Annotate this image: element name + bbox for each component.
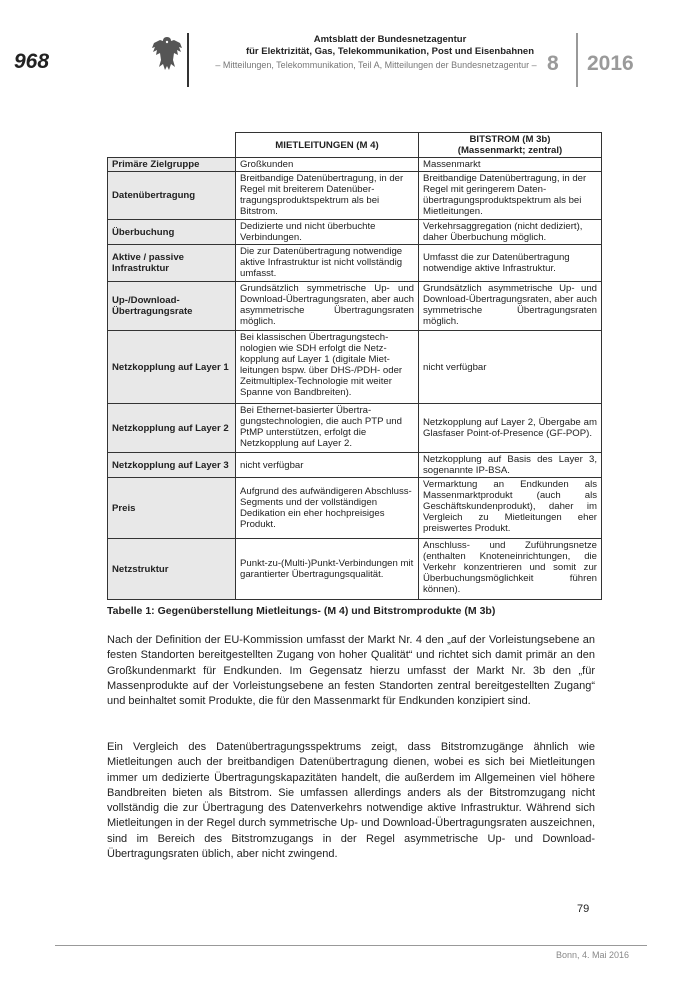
body-paragraph-2: Ein Vergleich des Datenübertragungsspektrums zeigt, dass Bitstromzugänge ähnlich wie Mietleitungen auch der breitbandigen Datenübertragung dienen, wobei es sich bei Mietleitungen immer um dedizierte Übertragungskapazitäten handelt, die außerdem im Allgemeinen viel höhere Bandbreiten bieten als Bitstrom. Sie umfassen allerdings anders als der Bitstromzugang nicht vollständig die zur Übertragung des Datenverkehrs notwendige aktive Infrastruktur. Während sich Mietleitungen in der Regel durch symmetrische Up- und Download-Übertragungsraten auszeichnen, sind im Bereich des Bitstromzugangs in der Regel asymmetrische Up- und Download-Übertragungsraten üblich, aber nicht zwingend.: [107, 741, 595, 861]
table-header-row: [108, 133, 602, 158]
cell-m4: Großkunden: [236, 158, 419, 172]
table-corner-cell: [108, 133, 236, 158]
row-label: Überbuchung: [108, 220, 236, 245]
row-label: Netzkopplung auf Layer 1: [108, 331, 236, 404]
gazette-title-line2: für Elektrizität, Gas, Telekommunikation, Post und Eisenbahnen: [245, 46, 535, 57]
cell-m3b: Breitbandige Datenübertragung, in der Regel mit geringerem Datenübertragungsproduktspektrum als bei Mietleitungen.: [419, 172, 602, 220]
cell-m4: Bei Ethernet-basierter Übertragungstechnologien, die auch PTP und PtMP unterstützen, erfolgt die Netzkopplung auf Layer 2.: [236, 404, 419, 453]
cell-m3b: nicht verfügbar: [419, 331, 602, 404]
federal-eagle-logo: [150, 34, 184, 74]
row-label: Netzstruktur: [108, 539, 236, 600]
row-label: Aktive / passive Infrastruktur: [108, 245, 236, 282]
cell-m4: Breitbandige Datenübertragung, in der Regel mit breiterem Datenübertragungsproduktspektrum als bei Bitstrom.: [236, 172, 419, 220]
cell-m4: Punkt-zu-(Multi-)Punkt-Verbindungen mit garantierter Übertragungsqualität.: [236, 539, 419, 600]
column-header-m3b-sub: (Massenmarkt; zentral): [457, 145, 563, 156]
footer-page-number: 79: [577, 903, 590, 915]
table-caption: Tabelle 1: Gegenüberstellung Mietleitungs- (M 4) und Bitstromprodukte (M 3b): [107, 605, 496, 617]
cell-m3b: Anschluss- und Zuführungsnetze (enthalten Knoteneinrichtungen, die Verkehr konzentrieren und somit zur Überbuchungsmöglichkeit führen können).: [419, 539, 602, 600]
gazette-title-line1: Amtsblatt der Bundesnetzagentur: [313, 34, 467, 45]
row-label: Netzkopplung auf Layer 3: [108, 453, 236, 478]
cell-m3b: Netzkopplung auf Layer 2, Übergabe am Glasfaser Point-of-Presence (GF-POP).: [419, 404, 602, 453]
footer-date: Bonn, 4. Mai 2016: [556, 950, 630, 960]
cell-m4: Aufgrund des aufwändigeren Abschluss-Segments und der vollständigen Dedikation ein eher hochpreisiges Produkt.: [236, 478, 419, 539]
cell-m4: Die zur Datenübertragung notwendige aktive Infrastruktur ist nicht vollständig umfasst.: [236, 245, 419, 282]
column-header-m4: MIETLEITUNGEN (M 4): [236, 133, 419, 158]
issue-number: 8: [547, 52, 559, 75]
table-row: [108, 172, 602, 220]
table-row: [108, 539, 602, 600]
gazette-title: [190, 34, 590, 58]
cell-m4: Grundsätzlich symmetrische Up- und Download-Übertragungsraten, aber auch asymmetrische Übertragungsraten möglich.: [236, 282, 419, 331]
table-row: [108, 245, 602, 282]
column-header-m3b-title: BITSTROM (M 3b): [469, 134, 551, 145]
cell-m3b: Umfasst die zur Datenübertragung notwendige aktive Infrastruktur.: [419, 245, 602, 282]
cell-m3b: Verkehrsaggregation (nicht dediziert), daher Überbuchung möglich.: [419, 220, 602, 245]
gazette-subtitle: – Mitteilungen, Telekommunikation, Teil A, Mitteilungen der Bundesnetzagentur –: [215, 60, 537, 70]
header-divider: [187, 33, 189, 87]
footer-divider: [55, 945, 647, 946]
table-row: [108, 331, 602, 404]
row-label: Datenübertragung: [108, 172, 236, 220]
cell-m3b: Grundsätzlich asymmetrische Up- und Download-Übertragungsraten, aber auch symmetrische Übertragungsraten möglich.: [419, 282, 602, 331]
cell-m4: nicht verfügbar: [236, 453, 419, 478]
cell-m4: Bei klassischen Übertragungstechnologien wie SDH erfolgt die Netzkopplung auf Layer 1 (digitale Mietleitungen bspw. über DHS-/PDH- oder Zeitmultiplex-Technologie mit weiter Spanne von Bandbreiten).: [236, 331, 419, 404]
cell-m3b: Netzkopplung auf Basis des Layer 3, sogenannte IP-BSA.: [419, 453, 602, 478]
row-label: Netzkopplung auf Layer 2: [108, 404, 236, 453]
issue-year: 2016: [587, 52, 634, 75]
comparison-table: [107, 132, 602, 600]
table-row: [108, 453, 602, 478]
row-label: Preis: [108, 478, 236, 539]
row-label: Primäre Zielgruppe: [108, 158, 236, 172]
column-header-m3b: [419, 133, 602, 158]
table-row: [108, 220, 602, 245]
page-number: 968: [14, 50, 50, 73]
issue-divider: [576, 33, 578, 87]
body-paragraph-1: Nach der Definition der EU-Kommission umfasst der Markt Nr. 4 den „auf der Vorleistungsebene an festen Standorten bereitgestellten Zugang von hoher Qualität“ und richtet sich damit primär an den Großkundenmarkt für Endkunden. Im Gegensatz hierzu umfasst der Markt Nr. 3b den „für Massenprodukte auf der Vorleistungsebene an festen Standorten zentral bereitgestellten Zugang“ und beinhaltet somit Produkte, die für den Massenmarkt für Endkunden konzipiert sind.: [107, 634, 595, 708]
table-row: [108, 404, 602, 453]
table-row: [108, 158, 602, 172]
row-label: Up-/Download-Übertragungsrate: [108, 282, 236, 331]
cell-m4: Dedizierte und nicht überbuchte Verbindungen.: [236, 220, 419, 245]
table-row: [108, 478, 602, 539]
table-row: [108, 282, 602, 331]
cell-m3b: Vermarktung an Endkunden als Massenmarktprodukt (auch als Geschäftskundenprodukt), daher im Vergleich zu Mietleitungen eher preiswertes Produkt.: [419, 478, 602, 539]
cell-m3b: Massenmarkt: [419, 158, 602, 172]
